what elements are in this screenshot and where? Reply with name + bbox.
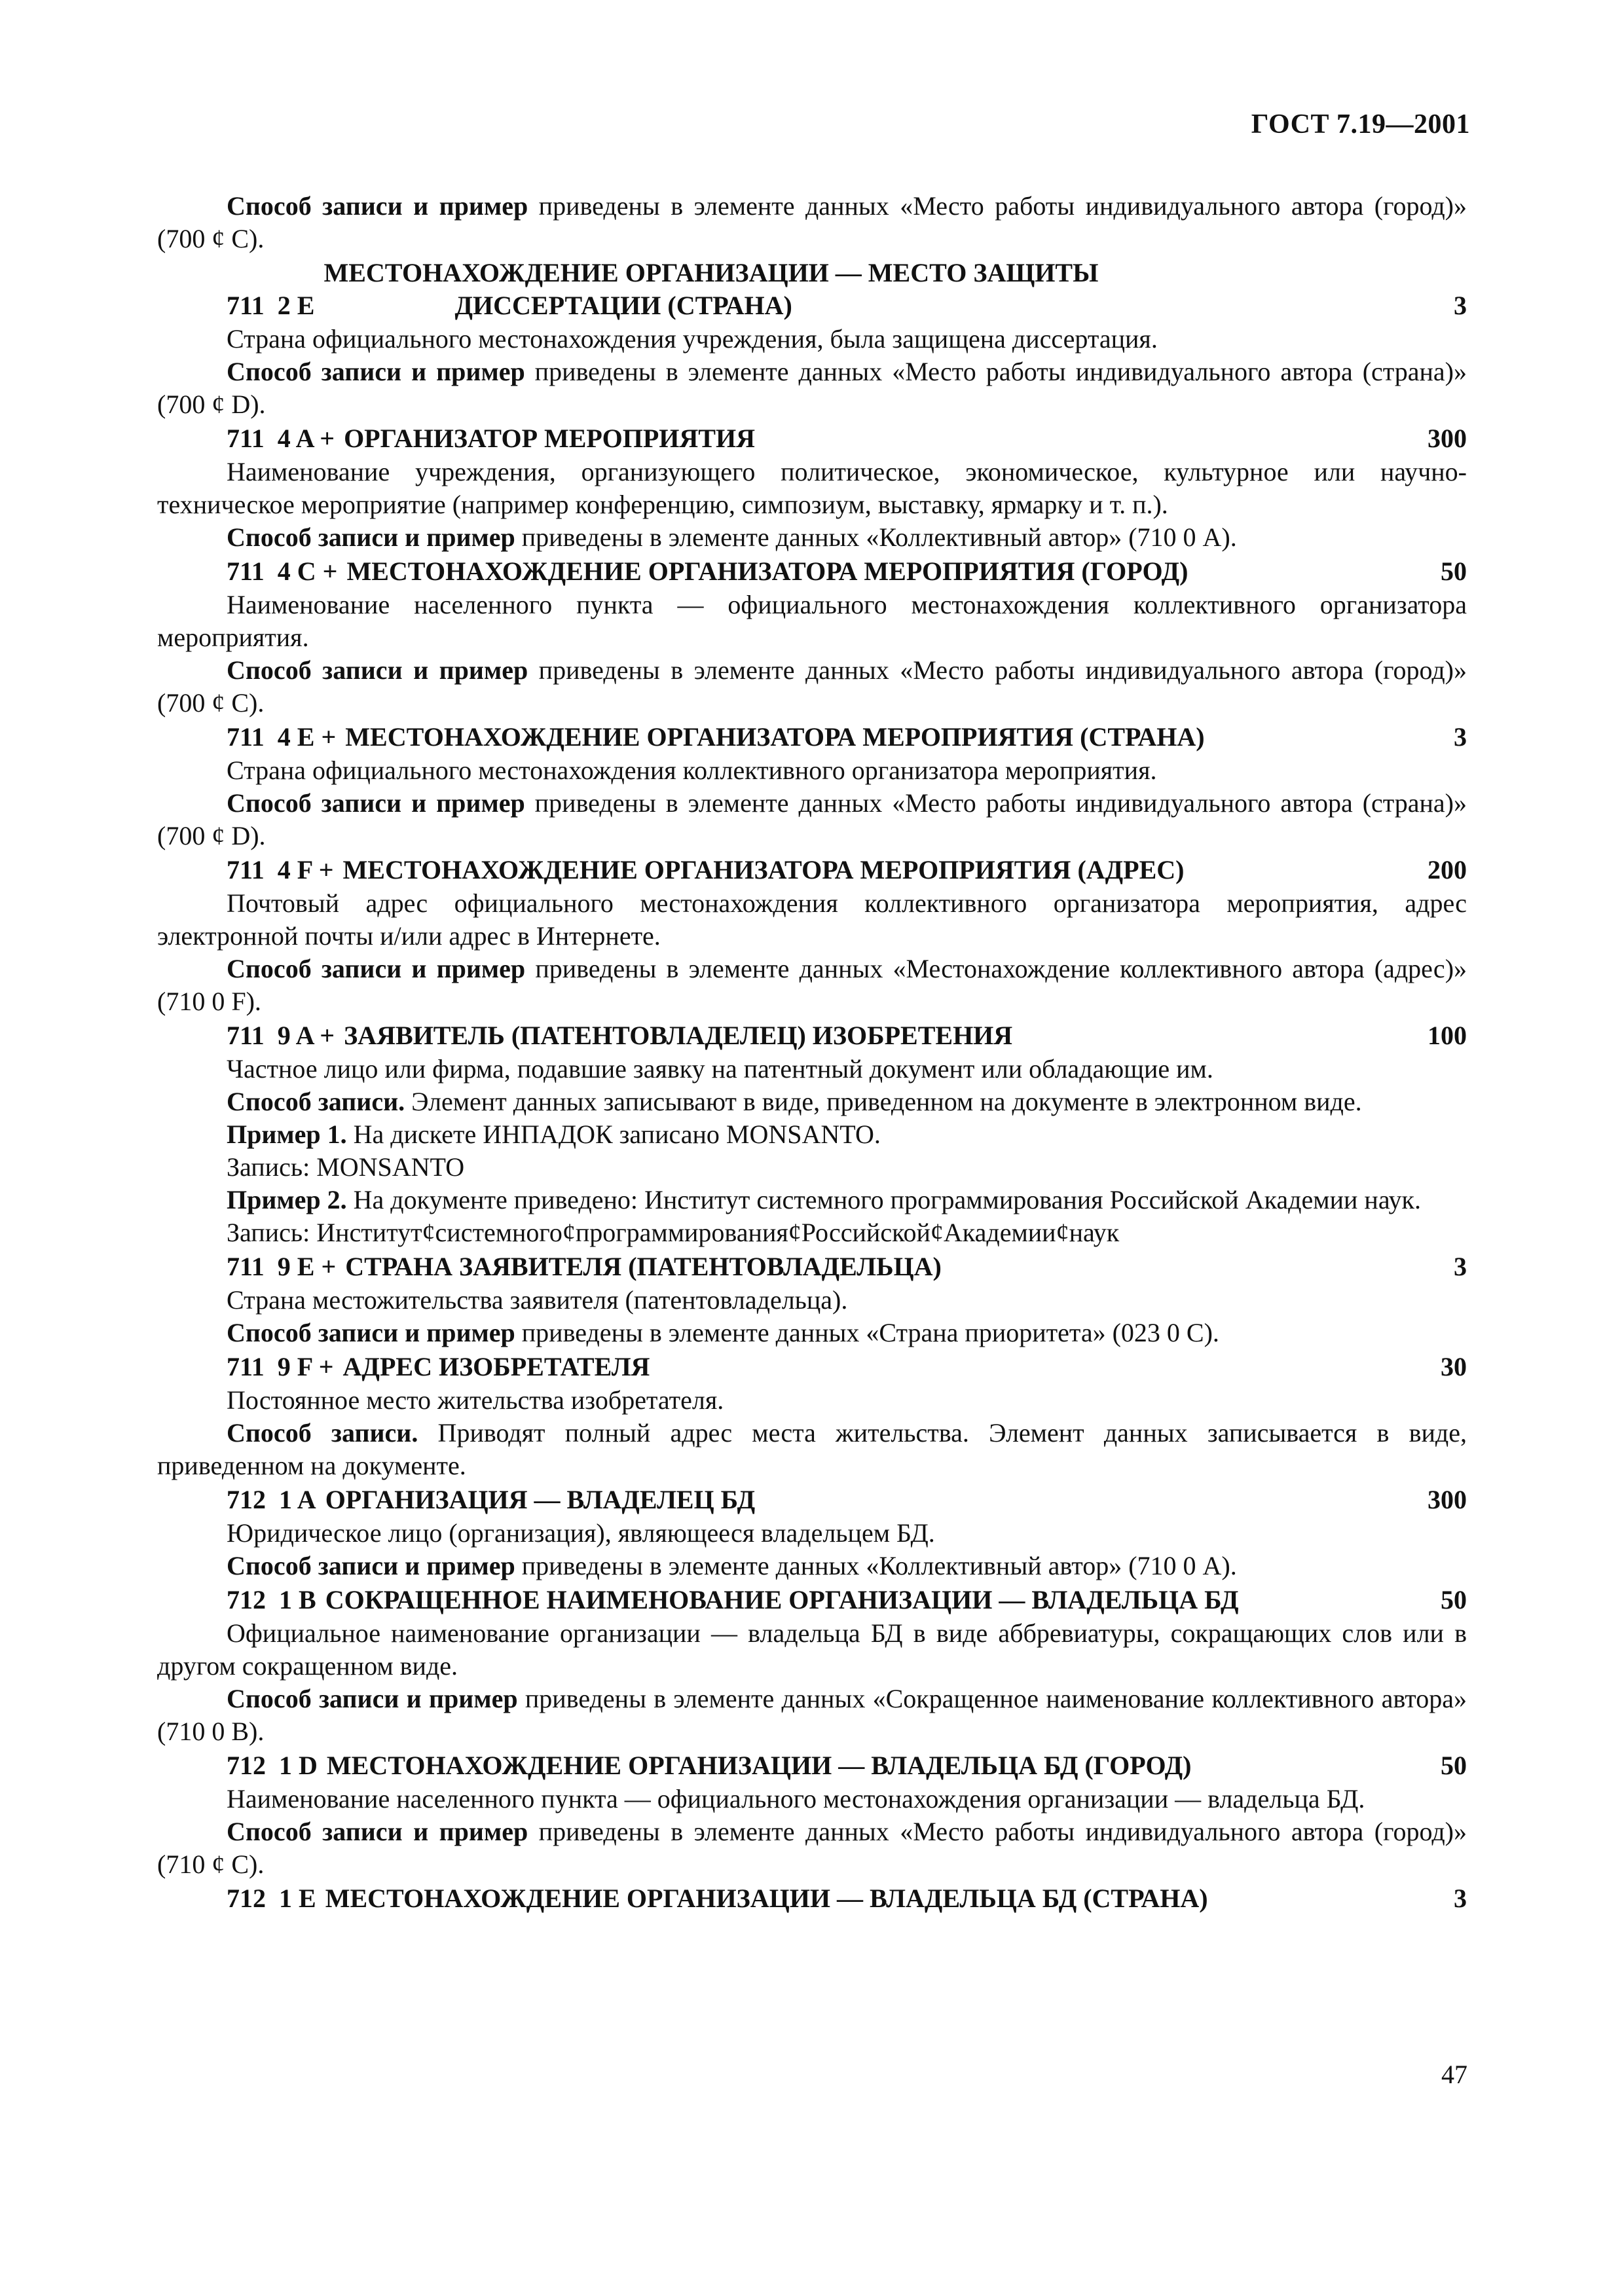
field-code: 711 2 E: [227, 291, 315, 320]
document-body: [157, 190, 1467, 1916]
field-heading: [157, 422, 1467, 455]
field-code: 712 1 D: [227, 1751, 318, 1780]
field-name: [316, 1584, 1414, 1616]
field-name-line: СТРАНА ЗАЯВИТЕЛЯ (ПАТЕНТОВЛАДЕЛЬЦА): [345, 1252, 942, 1281]
field-name-line: МЕСТОНАХОЖДЕНИЕ ОРГАНИЗАТОРА МЕРОПРИЯТИЯ (СТРАНА): [345, 722, 1205, 752]
field-name: [334, 1351, 1414, 1383]
paragraph: [157, 953, 1467, 1018]
paragraph-text: приведены в элементе данных «Коллективный автор» (710 0 A).: [515, 522, 1237, 552]
paragraph: [157, 887, 1467, 953]
paragraph: [157, 1683, 1467, 1748]
field-heading: [157, 1351, 1467, 1383]
paragraph: [157, 323, 1467, 355]
field-heading: [157, 854, 1467, 886]
paragraph-text: приведены в элементе данных «Место работы индивидуального автора (страна)» (700 ¢ D).: [157, 788, 1467, 850]
field-name-line: МЕСТОНАХОЖДЕНИЕ ОРГАНИЗАЦИИ — ВЛАДЕЛЬЦА БД (ГОРОД): [326, 1751, 1192, 1780]
paragraph: [157, 190, 1467, 255]
field-length: 100: [1428, 1021, 1467, 1050]
paragraph-lead: Пример 2.: [227, 1185, 347, 1214]
paragraph-text: приведены в элементе данных «Сокращенное наименование коллективного автора» (710 0 B).: [157, 1684, 1467, 1746]
paragraph: [157, 456, 1467, 521]
paragraph: [157, 1617, 1467, 1683]
field-name-line: ОРГАНИЗАТОР МЕРОПРИЯТИЯ: [344, 424, 755, 453]
paragraph: [157, 1284, 1467, 1317]
paragraph-text: Почтовый адрес официального местонахождения коллективного организатора мероприятия, адрес электронной почты и/или адрес в Интернете.: [157, 888, 1467, 951]
field-heading: [157, 721, 1467, 754]
field-heading: [157, 1250, 1467, 1283]
field-length: 200: [1428, 855, 1467, 884]
field-code: 711 9 E +: [227, 1252, 337, 1281]
paragraph-lead: Способ записи и пример: [227, 788, 525, 818]
paragraph-lead: Способ записи и пример: [227, 1684, 518, 1713]
field-name: [335, 1019, 1414, 1052]
paragraph-lead: Способ записи и пример: [227, 1817, 528, 1846]
paragraph-text: приведены в элементе данных «Место работы индивидуального автора (страна)» (700 ¢ D).: [157, 357, 1467, 419]
paragraph: [157, 1517, 1467, 1550]
paragraph: [157, 1317, 1467, 1349]
field-name-line: АДРЕС ИЗОБРЕТАТЕЛЯ: [342, 1352, 650, 1381]
field-length: 50: [1441, 1585, 1467, 1614]
paragraph-text: приведены в элементе данных «Место работы индивидуального автора (город)» (700 ¢ C).: [157, 191, 1467, 253]
example-record: Запись: Институт¢системного¢программирования¢Российской¢Академии¢наук: [227, 1218, 1120, 1247]
paragraph-lead: Способ записи и пример: [227, 1551, 515, 1580]
field-code: 711 9 F +: [227, 1352, 334, 1381]
paragraph-text: Частное лицо или фирма, подавшие заявку на патентный документ или обладающие им.: [227, 1054, 1213, 1084]
paragraph: [157, 1783, 1467, 1815]
paragraph-text: Официальное наименование организации — владельца БД в виде аббревиатуры, сокращающих слов или в другом сокращенном виде.: [157, 1618, 1467, 1681]
field-name-line: МЕСТОНАХОЖДЕНИЕ ОРГАНИЗАТОРА МЕРОПРИЯТИЯ (АДРЕС): [342, 855, 1185, 884]
paragraph-text: приведены в элементе данных «Место работы индивидуального автора (город)» (710 ¢ C).: [157, 1817, 1467, 1879]
paragraph: [157, 355, 1467, 421]
field-name: [337, 555, 1414, 588]
field-code: 712 1 A: [227, 1485, 316, 1514]
field-name: [314, 257, 1414, 322]
field-name: [316, 1882, 1414, 1915]
page-number: 47: [1441, 2060, 1467, 2089]
paragraph-lead: Способ записи и пример: [227, 357, 525, 386]
field-name-line: ЗАЯВИТЕЛЬ (ПАТЕНТОВЛАДЕЛЕЦ) ИЗОБРЕТЕНИЯ: [344, 1021, 1013, 1050]
paragraph-text: Наименование учреждения, организующего политическое, экономическое, культурное или научно-техническое мероприятие (например конференцию, симпозиум, выставку, ярмарку и т. п.).: [157, 457, 1467, 519]
field-name: [316, 1484, 1414, 1516]
paragraph-text: Страна местожительства заявителя (патентовладельца).: [227, 1285, 848, 1315]
paragraph: [157, 1550, 1467, 1582]
field-length: 300: [1428, 1485, 1467, 1514]
paragraph-lead: Способ записи и пример: [227, 655, 528, 685]
paragraph-text: приведены в элементе данных «Место работы индивидуального автора (город)» (700 ¢ C).: [157, 655, 1467, 718]
paragraph-text: Элемент данных записывают в виде, приведенном на документе в электронном виде.: [405, 1087, 1362, 1116]
field-name: [336, 1250, 1414, 1283]
field-name-line: МЕСТОНАХОЖДЕНИЕ ОРГАНИЗАТОРА МЕРОПРИЯТИЯ (ГОРОД): [346, 556, 1189, 586]
paragraph-lead: Способ записи.: [227, 1087, 405, 1116]
document-header: ГОСТ 7.19—2001: [1251, 109, 1470, 139]
field-name-line: СОКРАЩЕННОЕ НАИМЕНОВАНИЕ ОРГАНИЗАЦИИ — ВЛАДЕЛЬЦА БД: [325, 1585, 1239, 1614]
paragraph-text: приведены в элементе данных «Коллективный автор» (710 0 A).: [515, 1551, 1237, 1580]
example-record: Запись: MONSANTO: [227, 1152, 465, 1182]
field-length: 50: [1441, 556, 1467, 586]
paragraph-text: приведены в элементе данных «Страна приоритета» (023 0 C).: [515, 1318, 1219, 1347]
field-length: 30: [1441, 1352, 1467, 1381]
field-name-line: МЕСТОНАХОЖДЕНИЕ ОРГАНИЗАЦИИ — ВЛАДЕЛЬЦА БД (СТРАНА): [325, 1884, 1208, 1913]
field-code: 712 1 E: [227, 1884, 316, 1913]
field-code: 711 4 A +: [227, 424, 335, 453]
paragraph-text: На документе приведено: Институт системного программирования Российской Академии наук.: [346, 1185, 1421, 1214]
field-heading: [157, 1019, 1467, 1052]
field-code: 711 4 E +: [227, 722, 337, 752]
field-heading: [157, 1749, 1467, 1782]
field-heading: [157, 555, 1467, 588]
paragraph: [157, 1417, 1467, 1482]
paragraph-lead: Пример 1.: [227, 1120, 347, 1149]
field-heading: [157, 1584, 1467, 1616]
field-name-line: МЕСТОНАХОЖДЕНИЕ ОРГАНИЗАЦИИ — МЕСТО ЗАЩИТЫ: [323, 258, 1099, 287]
paragraph: [157, 1085, 1467, 1118]
paragraph: [157, 754, 1467, 787]
field-length: 3: [1454, 1252, 1467, 1281]
field-heading: [157, 1882, 1467, 1915]
field-length: 300: [1428, 424, 1467, 453]
field-code: 712 1 B: [227, 1585, 316, 1614]
field-name-continuation: ДИССЕРТАЦИИ (СТРАНА): [454, 291, 792, 320]
paragraph-lead: Способ записи и пример: [227, 954, 526, 983]
paragraph-text: приведены в элементе данных «Местонахождение коллективного автора (адрес)» (710 0 F).: [157, 954, 1467, 1016]
field-length: 3: [1454, 291, 1467, 320]
paragraph-lead: Способ записи и пример: [227, 1318, 515, 1347]
paragraph-text: Приводят полный адрес места жительства. Элемент данных записывается в виде, приведенном на документе.: [157, 1418, 1467, 1480]
paragraph-lead: Способ записи и пример: [227, 191, 528, 221]
paragraph: [157, 521, 1467, 554]
paragraph: [157, 589, 1467, 654]
paragraph-text: Юридическое лицо (организация), являющееся владельцем БД.: [227, 1518, 935, 1548]
field-length: 50: [1441, 1751, 1467, 1780]
field-name-line: ОРГАНИЗАЦИЯ — ВЛАДЕЛЕЦ БД: [325, 1485, 756, 1514]
paragraph-text: Наименование населенного пункта — официального местонахождения коллективного организатора мероприятия.: [157, 590, 1467, 652]
field-name: [335, 422, 1414, 455]
paragraph-text: Страна официального местонахождения коллективного организатора мероприятия.: [227, 756, 1157, 785]
paragraph: [157, 1053, 1467, 1085]
paragraph-text: На дискете ИНПАДОК записано MONSANTO.: [346, 1120, 881, 1149]
paragraph-lead: Способ записи.: [227, 1418, 418, 1448]
field-length: 3: [1454, 1884, 1467, 1913]
paragraph: [157, 1384, 1467, 1417]
paragraph: [157, 1118, 1467, 1151]
paragraph-lead: Способ записи и пример: [227, 522, 515, 552]
paragraph-text: Страна официального местонахождения учреждения, была защищена диссертация.: [227, 324, 1158, 354]
field-code: 711 9 A +: [227, 1021, 335, 1050]
field-name: [334, 854, 1414, 886]
field-heading: [157, 257, 1467, 322]
paragraph: [157, 1815, 1467, 1881]
paragraph: [157, 787, 1467, 852]
field-heading: [157, 1484, 1467, 1516]
field-code: 711 4 F +: [227, 855, 334, 884]
field-code: 711 4 C +: [227, 556, 338, 586]
paragraph-text: Постоянное место жительства изобретателя.: [227, 1385, 724, 1415]
field-length: 3: [1454, 722, 1467, 752]
field-name: [318, 1749, 1414, 1782]
paragraph: [157, 654, 1467, 720]
paragraph: [157, 1184, 1467, 1216]
paragraph-text: Наименование населенного пункта — официального местонахождения организации — владельца БД.: [227, 1784, 1365, 1813]
field-name: [336, 721, 1414, 754]
